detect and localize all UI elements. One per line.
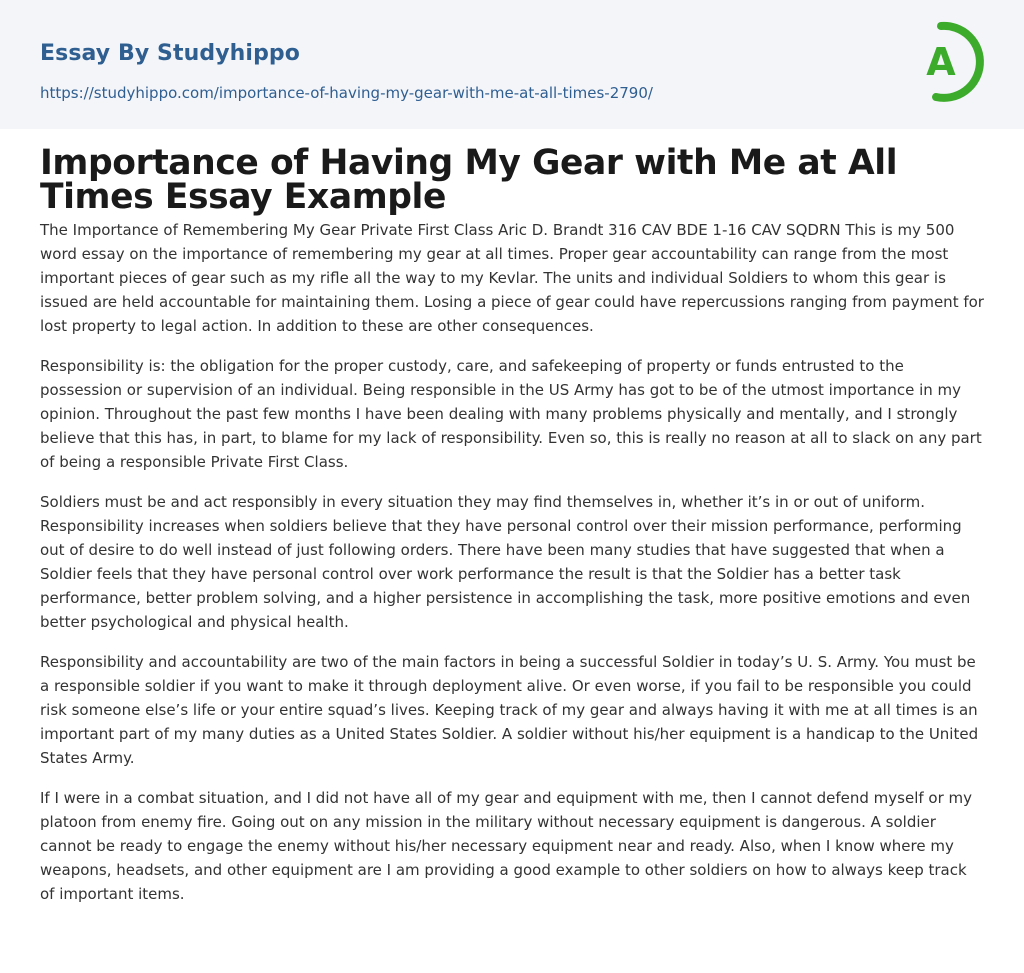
article xyxy=(40,143,984,922)
paragraph: Responsibility and accountability are two of the main factors in being a successful Soldier in today’s U. S. Army. You must be a responsible soldier if you want to make it through deployment alive. Or even worse, if you fail to be responsible you could risk someone else’s life or your entire squad’s lives. Keeping track of my gear and always having it with me at all times is an important part of my many duties as a United States Soldier. A soldier without his/her equipment is a handicap to the United States Army. xyxy=(40,653,979,767)
logo-letter: A xyxy=(926,40,956,84)
paragraph: If I were in a combat situation, and I did not have all of my gear and equipment with me, then I cannot defend myself or my platoon from enemy fire. Going out on any mission in the military without necessary equipment is dangerous. A soldier cannot be ready to engage the enemy without his/her necessary equipment near and ready. Also, when I know where my weapons, headsets, and other equipment are I am providing a good example to other soldiers on how to always keep track of important items. xyxy=(40,789,973,903)
studyhippo-logo-icon[interactable] xyxy=(910,19,988,105)
paragraph: The Importance of Remembering My Gear Private First Class Aric D. Brandt 316 CAV BDE 1-16 CAV SQDRN This is my 500 word essay on the importance of remembering my gear at all times. Proper gear accountability can range from the most important pieces of gear such as my rifle all the way to my Kevlar. The units and individual Soldiers to whom this gear is issued are held accountable for maintaining them. Losing a piece of gear could have repercussions ranging from payment for lost property to legal action. In addition to these are other consequences. xyxy=(40,221,984,335)
paragraph: Responsibility is: the obligation for the proper custody, care, and safekeeping of property or funds entrusted to the possession or supervision of an individual. Being responsible in the US Army has got to be of the utmost importance in my opinion. Throughout the past few months I have been dealing with many problems physically and mentally, and I strongly believe that this has, in part, to blame for my lack of responsibility. Even so, this is really no reason at all to slack on any part of being a responsible Private First Class. xyxy=(40,357,982,471)
page-url-link[interactable]: https://studyhippo.com/importance-of-having-my-gear-with-me-at-all-times-2790/ xyxy=(40,84,653,102)
site-header xyxy=(0,0,1024,129)
article-title: Importance of Having My Gear with Me at All Times Essay Example xyxy=(40,143,898,217)
site-brand[interactable]: Essay By Studyhippo xyxy=(40,41,300,66)
paragraph: Soldiers must be and act responsibly in every situation they may find themselves in, whether it’s in or out of uniform. Responsibility increases when soldiers believe that they have personal control over their mission performance, performing out of desire to do well instead of just following orders. There have been many studies that have suggested that when a Soldier feels that they have personal control over work performance the result is that the Soldier has a better task performance, better problem solving, and a higher persistence in accomplishing the task, more positive emotions and even better psychological and physical health. xyxy=(40,493,971,631)
